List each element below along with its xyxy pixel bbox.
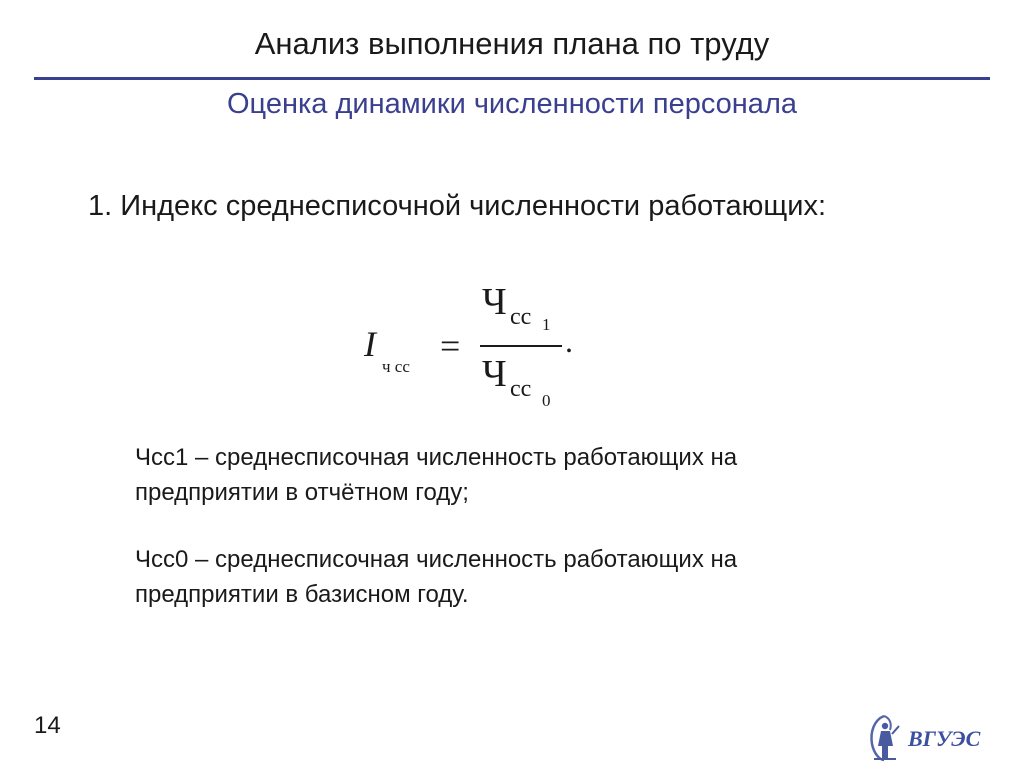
formula-numerator-symbol: Ч: [482, 281, 507, 323]
university-logo: [866, 712, 996, 762]
formula-numerator-index: 1: [542, 315, 551, 334]
slide-title: Анализ выполнения плана по труду: [254, 26, 770, 61]
title-divider: [34, 77, 990, 80]
slide-subtitle: Оценка динамики численности персонала: [226, 88, 797, 120]
definition-current-year: [135, 440, 875, 510]
formula-denominator-symbol: Ч: [482, 353, 507, 395]
list-item-index: 1. Индекс среднесписочной численности работающих:: [88, 190, 826, 222]
formula-denominator-subscript: сс: [510, 376, 532, 402]
definition-line: Чсс1 – среднесписочная численность работающих на: [135, 444, 738, 471]
formula-equals: =: [440, 326, 461, 366]
definition-line: Чсс0 – среднесписочная численность работающих на: [135, 546, 738, 573]
definition-line: предприятии в отчётном году;: [135, 479, 469, 506]
emblem-icon: [872, 716, 900, 760]
formula-lhs-symbol: I: [364, 324, 376, 364]
logo-wordmark: ВГУЭС: [908, 726, 981, 751]
formula-trailing-period: .: [565, 323, 573, 359]
slide-number: 14: [34, 712, 61, 739]
formula-numerator-subscript: сс: [510, 304, 532, 330]
formula-denominator-index: 0: [542, 391, 551, 410]
formula-lhs-subscript: ч сс: [382, 357, 410, 376]
formula: [362, 268, 602, 418]
definition-line: предприятии в базисном году.: [135, 581, 469, 608]
definition-base-year: [135, 542, 875, 612]
